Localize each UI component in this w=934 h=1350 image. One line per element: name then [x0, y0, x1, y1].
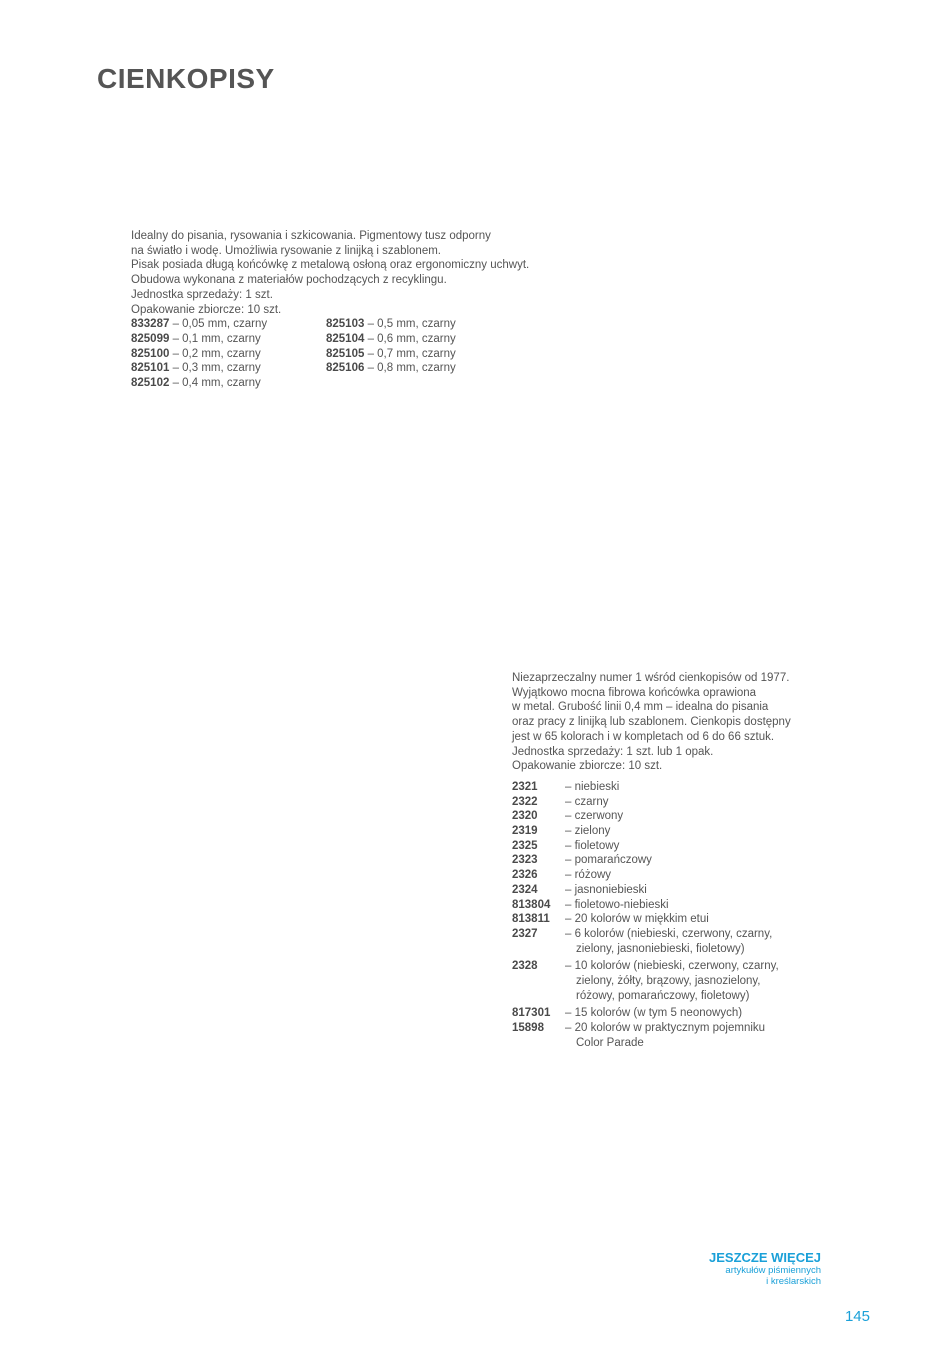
page-title: CIENKOPISY	[97, 63, 275, 94]
desc-line: – fioletowy	[565, 839, 620, 852]
list-item	[512, 883, 812, 898]
product-code: 813804	[512, 898, 551, 911]
product-code: 825104	[326, 332, 365, 345]
code-column-1	[131, 317, 326, 391]
product-code: 817301	[512, 1007, 551, 1020]
product-description-1	[131, 229, 551, 391]
desc-line: – fioletowo-niebieski	[565, 898, 669, 911]
desc-line: – 15 kolorów (w tym 5 neonowych)	[565, 1007, 743, 1020]
product-code: 825106	[326, 362, 365, 375]
description-line: Obudowa wykonana z materiałów pochodzących z recyklingu.	[131, 274, 447, 287]
product-code-list	[512, 780, 812, 1051]
description-line: jest w 65 kolorach i w kompletach od 6 do 66 sztuk.	[512, 730, 775, 743]
product-code-list	[131, 317, 551, 391]
product-desc	[565, 839, 812, 854]
product-code: 813811	[512, 913, 550, 926]
product-code: 825105	[326, 347, 365, 360]
description-line: w metal. Grubość linii 0,4 mm – idealna do pisania	[512, 701, 769, 714]
description-line: Niezaprzeczalny numer 1 wśród cienkopisów od 1977.	[512, 672, 790, 684]
product-code: 2324	[512, 883, 538, 896]
product-code: 2321	[512, 780, 538, 793]
list-item	[512, 780, 812, 795]
description-line: Jednostka sprzedaży: 1 szt. lub 1 opak.	[512, 745, 714, 758]
desc-line: – 20 kolorów w miękkim etui	[565, 913, 709, 926]
description-text	[131, 229, 551, 317]
product-desc	[565, 959, 812, 1003]
description-line: na światło i wodę. Umożliwia rysowanie z linijką i szablonem.	[131, 244, 441, 257]
desc-line: – 20 kolorów w praktycznym pojemniku	[565, 1022, 766, 1035]
product-code: 2320	[512, 810, 538, 823]
list-item	[512, 853, 812, 868]
desc-line: – 6 kolorów (niebieski, czerwony, czarny,	[565, 927, 773, 940]
product-desc	[565, 824, 812, 839]
product-code: 2327	[512, 927, 538, 940]
product-desc	[565, 868, 812, 883]
product-code: 2323	[512, 854, 538, 867]
product-desc: – 0,2 mm, czarny	[169, 347, 261, 360]
list-item	[131, 347, 326, 362]
list-item	[512, 912, 812, 927]
product-code: 2328	[512, 960, 538, 973]
description-line: Pisak posiada długą końcówkę z metalową osłoną oraz ergonomiczny uchwyt.	[131, 259, 530, 272]
product-desc	[565, 1006, 812, 1021]
list-item	[131, 317, 326, 332]
product-desc: – 0,5 mm, czarny	[364, 318, 456, 331]
product-code: 825102	[131, 377, 170, 390]
product-desc: – 0,4 mm, czarny	[169, 377, 261, 390]
more-heading: JESZCZE WIĘCEJ	[709, 1250, 821, 1265]
description-line: Opakowanie zbiorcze: 10 szt.	[131, 303, 282, 316]
product-code: 2326	[512, 869, 538, 882]
product-code: 833287	[131, 318, 170, 331]
product-desc	[565, 927, 812, 956]
list-item	[512, 795, 812, 810]
desc-line: Color Parade	[576, 1036, 644, 1049]
product-code: 2325	[512, 839, 538, 852]
product-desc	[565, 912, 812, 927]
product-desc	[565, 898, 812, 913]
more-link[interactable]	[709, 1250, 821, 1287]
product-desc: – 0,8 mm, czarny	[364, 362, 456, 375]
product-code: 2319	[512, 825, 538, 838]
product-code: 825099	[131, 332, 170, 345]
description-line: Wyjątkowo mocna fibrowa końcówka oprawiona	[512, 686, 757, 699]
product-desc	[565, 883, 812, 898]
more-subtitle-1: artykułów piśmiennych	[725, 1265, 821, 1276]
product-desc: – 0,3 mm, czarny	[169, 362, 261, 375]
description-line: oraz pracy z linijką lub szablonem. Cienkopis dostępny	[512, 716, 791, 729]
product-code: 2322	[512, 795, 538, 808]
desc-line: – pomarańczowy	[565, 854, 652, 867]
list-item	[131, 361, 326, 376]
list-item	[326, 361, 521, 376]
description-text	[512, 671, 812, 774]
desc-line: – różowy	[565, 869, 612, 882]
desc-line: – niebieski	[565, 780, 620, 793]
product-desc	[565, 795, 812, 810]
product-desc: – 0,6 mm, czarny	[364, 332, 456, 345]
product-desc: – 0,7 mm, czarny	[364, 347, 456, 360]
description-line: Idealny do pisania, rysowania i szkicowania. Pigmentowy tusz odporny	[131, 230, 491, 242]
list-item	[512, 927, 812, 956]
product-desc	[565, 853, 812, 868]
list-item	[512, 824, 812, 839]
page-number: 145	[844, 1308, 870, 1325]
description-line: Opakowanie zbiorcze: 10 szt.	[512, 760, 663, 773]
desc-line: zielony, jasnoniebieski, fioletowy)	[576, 942, 745, 955]
list-item	[326, 332, 521, 347]
list-item	[131, 376, 326, 391]
list-item	[131, 332, 326, 347]
list-item	[326, 317, 521, 332]
desc-line: – jasnoniebieski	[565, 883, 647, 896]
desc-line: zielony, żółty, brązowy, jasnozielony,	[576, 975, 761, 988]
desc-line: różowy, pomarańczowy, fioletowy)	[576, 989, 750, 1002]
product-desc	[565, 1021, 812, 1050]
product-code: 15898	[512, 1022, 544, 1035]
product-description-2	[512, 671, 812, 1051]
product-code: 825100	[131, 347, 170, 360]
product-desc: – 0,05 mm, czarny	[169, 318, 268, 331]
desc-line: – zielony	[565, 825, 611, 838]
list-item	[512, 898, 812, 913]
desc-line: – 10 kolorów (niebieski, czerwony, czarny,	[565, 960, 779, 973]
product-desc	[565, 780, 812, 795]
more-subtitle-2: i kreślarskich	[766, 1276, 821, 1287]
list-item	[512, 809, 812, 824]
list-item	[512, 1021, 812, 1050]
product-code: 825101	[131, 362, 170, 375]
list-item	[512, 959, 812, 1003]
description-line: Jednostka sprzedaży: 1 szt.	[131, 288, 273, 301]
desc-line: – czerwony	[565, 810, 624, 823]
product-desc: – 0,1 mm, czarny	[169, 332, 261, 345]
desc-line: – czarny	[565, 795, 609, 808]
product-code: 825103	[326, 318, 365, 331]
list-item	[512, 839, 812, 854]
list-item	[326, 347, 521, 362]
code-column-2	[326, 317, 521, 391]
list-item	[512, 868, 812, 883]
list-item	[512, 1006, 812, 1021]
product-desc	[565, 809, 812, 824]
